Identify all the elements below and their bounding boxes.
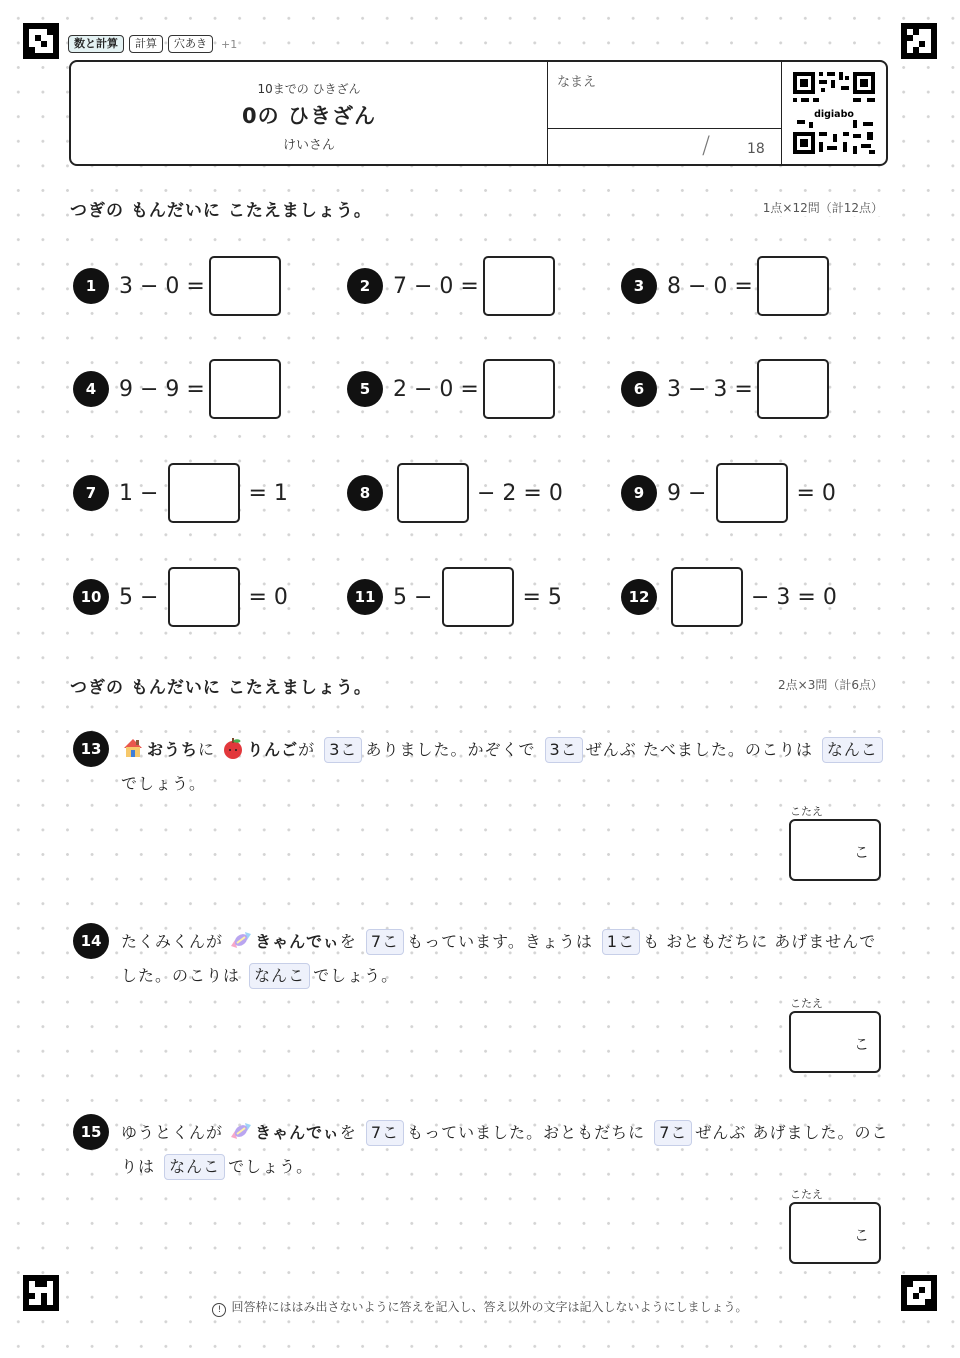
- text-part: を: [339, 1123, 357, 1142]
- answer-box[interactable]: [442, 567, 514, 627]
- answer-label: こたえ: [790, 997, 823, 1010]
- section-2-title: つぎの もんだいに こたえましょう。: [70, 673, 372, 698]
- house-icon: [121, 736, 145, 760]
- answer-box[interactable]: [168, 567, 240, 627]
- worksheet-subtitle: 10までの ひきざん: [257, 82, 361, 96]
- problem-text: [121, 1116, 891, 1184]
- score-total: 18: [747, 141, 765, 157]
- text-part: ぜんぶ たべました。のこりは: [585, 740, 813, 759]
- problem-4: [73, 358, 285, 420]
- answer-box[interactable]: [716, 463, 788, 523]
- expression: 3 − 3 =: [667, 376, 753, 402]
- answer-box[interactable]: [757, 256, 829, 316]
- text-part: ぜんぶ あげました。のこりは: [121, 1123, 889, 1176]
- highlight-count: 7こ: [654, 1120, 692, 1146]
- expression-right: = 0: [796, 480, 836, 506]
- highlight-count: 7こ: [366, 1120, 404, 1146]
- problem-6: [621, 358, 833, 420]
- highlight-question: なんこ: [822, 737, 883, 763]
- problem-10: [73, 566, 288, 628]
- tag-third: 穴あき: [168, 35, 213, 53]
- expression: 7 − 0 =: [393, 273, 479, 299]
- section-1-title: つぎの もんだいに こたえましょう。: [70, 196, 372, 221]
- answer-box[interactable]: [671, 567, 743, 627]
- text-part: に: [198, 740, 216, 759]
- problem-11: [347, 566, 562, 628]
- item-word: りんご: [247, 740, 299, 759]
- problem-number: 5: [347, 371, 383, 407]
- text-part: でしょう。: [313, 966, 399, 985]
- expression-left: 1 −: [119, 480, 159, 506]
- problem-number: 11: [347, 579, 383, 615]
- problem-number: 15: [73, 1114, 109, 1150]
- name-label: なまえ: [557, 75, 597, 90]
- problem-5: [347, 358, 559, 420]
- expression-left: 5 −: [393, 584, 433, 610]
- answer-unit: こ: [853, 1226, 869, 1244]
- answer-unit: こ: [853, 1035, 869, 1053]
- problem-3: [621, 255, 833, 317]
- answer-box[interactable]: [483, 359, 555, 419]
- text-part: でしょう。: [121, 774, 207, 793]
- answer-label: こたえ: [790, 1188, 823, 1201]
- tag-primary: 数と計算: [68, 35, 124, 53]
- text-part: もっています。きょうは: [407, 932, 593, 951]
- worksheet-title: 0の ひきざん: [242, 104, 376, 128]
- problem-number: 12: [621, 579, 657, 615]
- answer-box[interactable]: [209, 256, 281, 316]
- expression-left: 5 −: [119, 584, 159, 610]
- expression: 8 − 0 =: [667, 273, 753, 299]
- highlight-question: なんこ: [249, 963, 310, 989]
- problem-number: 8: [347, 475, 383, 511]
- text-part: たくみくんが: [121, 932, 224, 951]
- answer-box-14[interactable]: [789, 1011, 881, 1073]
- text-part: でしょう。: [228, 1157, 314, 1176]
- expression-right: = 1: [248, 480, 288, 506]
- corner-marker-top-right: [901, 23, 937, 59]
- problem-number: 2: [347, 268, 383, 304]
- corner-marker-top-left: [23, 23, 59, 59]
- problem-number: 14: [73, 923, 109, 959]
- footer-text: 回答枠にははみ出さないように答えを記入し、答え以外の文字は記入しないようにしましょう。: [231, 1300, 748, 1314]
- answer-label: こたえ: [790, 805, 823, 818]
- problem-number: 6: [621, 371, 657, 407]
- tag-more-count: +1: [221, 37, 238, 51]
- problem-number: 3: [621, 268, 657, 304]
- problem-8: [347, 462, 563, 524]
- answer-box[interactable]: [757, 359, 829, 419]
- highlight-count: 1こ: [602, 929, 640, 955]
- answer-box[interactable]: [397, 463, 469, 523]
- expression: 9 − 9 =: [119, 376, 205, 402]
- info-icon: !: [212, 1303, 226, 1317]
- section-2-points: 2点×3問（計6点）: [778, 678, 883, 692]
- apple-icon: [221, 736, 245, 760]
- highlight-count: 3こ: [545, 737, 583, 763]
- tag-list: [68, 35, 237, 53]
- candy-icon: [229, 1119, 253, 1143]
- answer-box[interactable]: [168, 463, 240, 523]
- text-part: を: [339, 932, 357, 951]
- problem-text: [121, 733, 891, 801]
- expression-right: − 3 = 0: [751, 584, 837, 610]
- expression: 3 − 0 =: [119, 273, 205, 299]
- answer-box-15[interactable]: [789, 1202, 881, 1264]
- expression: 2 − 0 =: [393, 376, 479, 402]
- problem-number: 13: [73, 731, 109, 767]
- highlight-count: 7こ: [366, 929, 404, 955]
- expression-right: = 5: [522, 584, 562, 610]
- text-part: ゆうとくんが: [121, 1123, 224, 1142]
- title-area: [71, 62, 548, 164]
- place-word: おうち: [147, 740, 199, 759]
- worksheet-header: [69, 60, 888, 166]
- section-1-points: 1点×12問（計12点）: [762, 201, 883, 215]
- problem-12: [621, 566, 837, 628]
- problem-number: 9: [621, 475, 657, 511]
- answer-unit: こ: [853, 843, 869, 861]
- expression-right: = 0: [248, 584, 288, 610]
- footer-note: [0, 1298, 960, 1317]
- problem-2: [347, 255, 559, 317]
- problem-number: 7: [73, 475, 109, 511]
- candy-icon: [229, 928, 253, 952]
- text-part: が: [298, 740, 316, 759]
- qr-code-icon: [791, 70, 877, 156]
- score-field[interactable]: [547, 128, 781, 165]
- problem-number: 1: [73, 268, 109, 304]
- expression-left: 9 −: [667, 480, 707, 506]
- text-part: も おともだちに あげませんでした。のこりは: [121, 932, 877, 985]
- answer-box[interactable]: [483, 256, 555, 316]
- problem-7: [73, 462, 288, 524]
- answer-box-13[interactable]: [789, 819, 881, 881]
- problem-text: [121, 925, 891, 993]
- qr-label: digiabo: [814, 109, 854, 120]
- worksheet-kind: けいさん: [282, 138, 335, 153]
- problem-number: 4: [73, 371, 109, 407]
- problem-number: 10: [73, 579, 109, 615]
- score-slash: /: [702, 131, 711, 159]
- name-field[interactable]: [547, 62, 782, 164]
- item-word: きゃんでぃ: [255, 932, 340, 951]
- text-part: ありました。かぞくで: [365, 740, 536, 759]
- tag-secondary: 計算: [129, 35, 163, 53]
- highlight-count: 3こ: [324, 737, 362, 763]
- highlight-question: なんこ: [164, 1154, 225, 1180]
- answer-box[interactable]: [209, 359, 281, 419]
- item-word: きゃんでぃ: [255, 1123, 340, 1142]
- problem-9: [621, 462, 836, 524]
- text-part: もっていました。おともだちに: [407, 1123, 646, 1142]
- problem-1: [73, 255, 285, 317]
- expression-right: − 2 = 0: [477, 480, 563, 506]
